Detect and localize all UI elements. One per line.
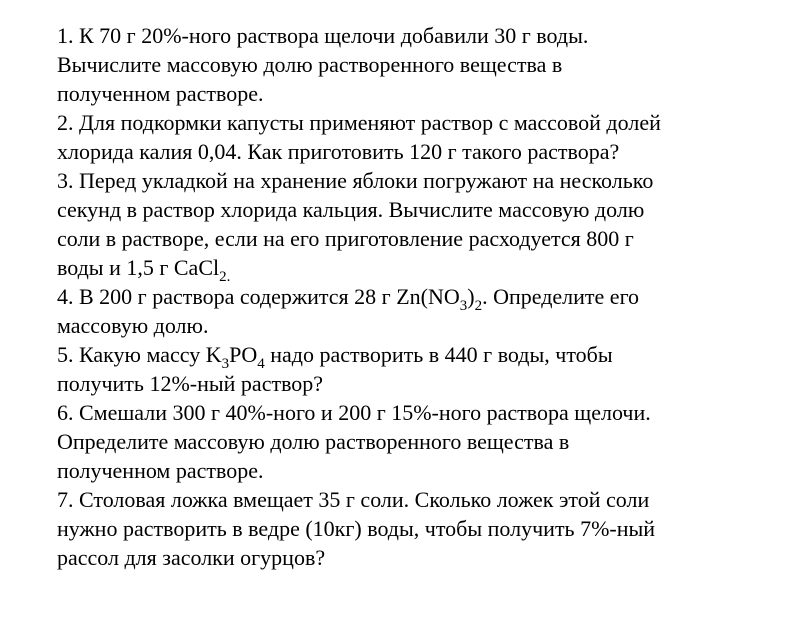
problem-item-1 [57,21,773,108]
problem-text: соли в растворе, если на его приготовление расходуется 800 г [57,226,634,251]
problem-text: 7. Столовая ложка вмещает 35 г соли. Сколько ложек этой соли [57,487,650,512]
problem-text: ) [467,284,475,309]
problem-text: секунд в раствор хлорида кальция. Вычислите массовую долю [57,197,645,222]
problem-item-6 [57,398,773,485]
problem-item-2 [57,108,773,166]
chem-subscript: 4 [257,356,265,372]
problem-text: рассол для засолки огурцов? [57,545,326,570]
problem-item-4 [57,282,773,340]
problem-text: 6. Смешали 300 г 40%-ного и 200 г 15%-ного раствора щелочи. [57,400,651,425]
problem-item-7 [57,485,773,572]
problem-text: воды и 1,5 г CaCl [57,255,220,280]
problem-text: 3. Перед укладкой на хранение яблоки погружают на несколько [57,168,654,193]
problem-text: . Определите его [482,284,640,309]
problem-text: надо растворить в 440 г воды, чтобы [264,342,613,367]
problem-text: полученном растворе. [57,81,264,106]
problem-text: 4. В 200 г раствора содержится 28 г Zn(NO [57,284,460,309]
problem-text: Вычислите массовую долю растворенного вещества в [57,52,563,77]
chem-subscript: 2 [474,298,483,314]
problem-text: PO [229,342,258,367]
problem-text: нужно растворить в ведре (10кг) воды, чтобы получить 7%-ный [57,516,656,541]
chem-subscript: 3 [459,298,468,314]
problem-text: 1. К 70 г 20%-ного раствора щелочи добавили 30 г воды. [57,23,589,48]
chem-subscript: 2. [219,269,231,285]
problem-list [57,21,773,572]
problem-text: получить 12%-ный раствор? [57,371,324,396]
problem-text: массовую долю. [57,313,209,338]
chem-subscript: 3 [221,356,230,372]
problem-text: хлорида калия 0,04. Как приготовить 120 г такого раствора? [57,139,620,164]
problem-text: 5. Какую массу K [57,342,222,367]
problem-item-5 [57,340,773,398]
problem-item-3 [57,166,773,285]
problem-text: Определите массовую долю растворенного вещества в [57,429,570,454]
problem-text: 2. Для подкормки капусты применяют раствор с массовой долей [57,110,661,135]
problem-text: полученном растворе. [57,458,264,483]
